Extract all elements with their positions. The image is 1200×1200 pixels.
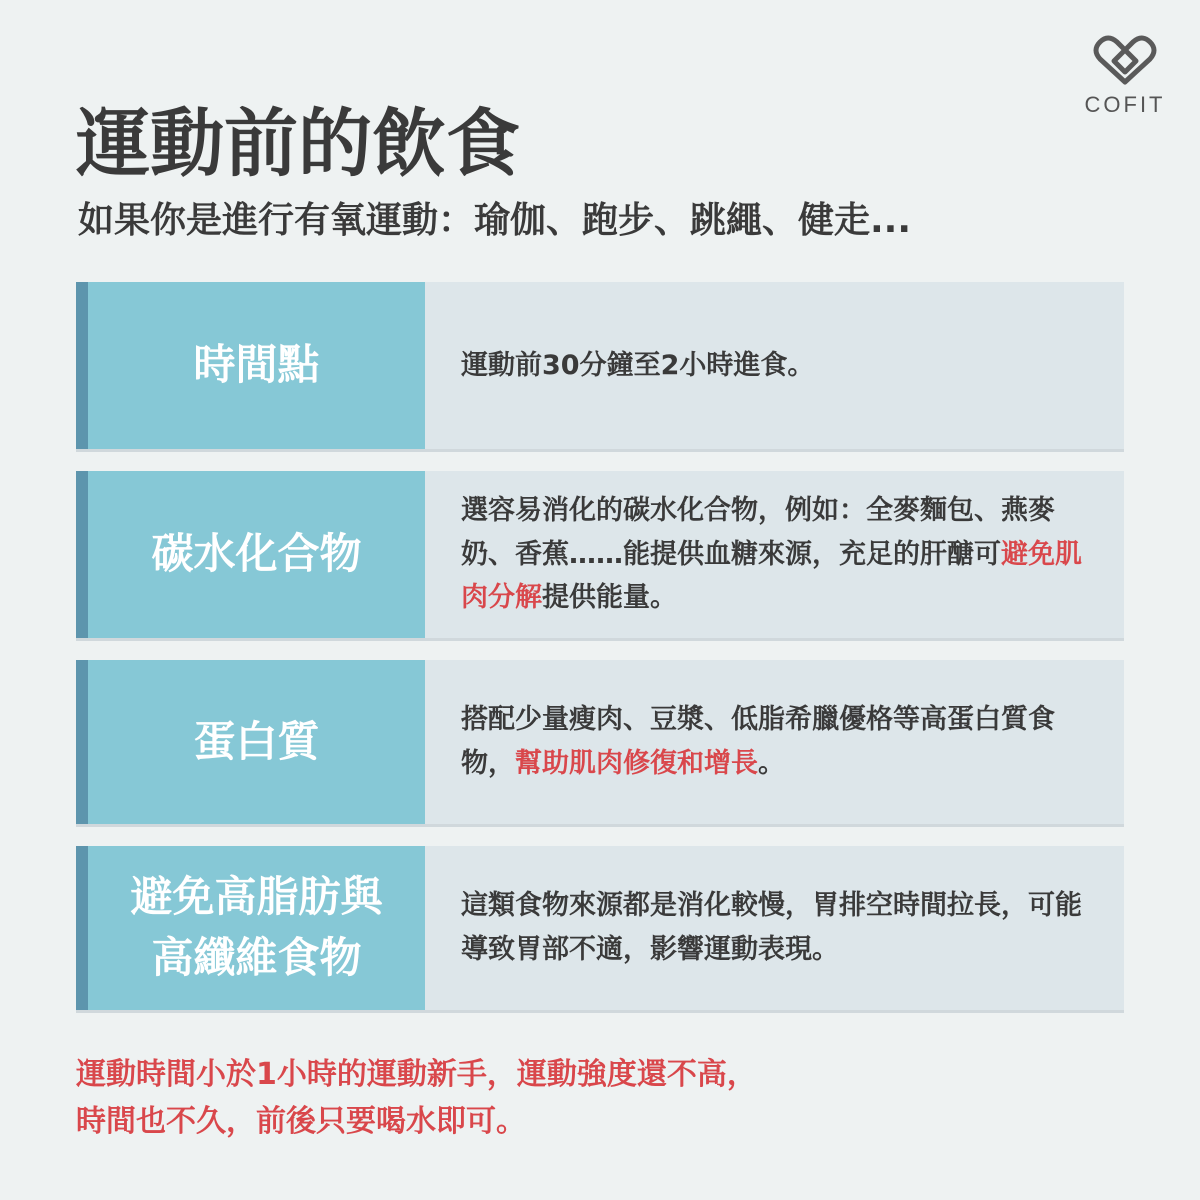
table-row <box>76 660 1124 824</box>
row-content <box>425 660 1124 824</box>
page-subtitle: 如果你是進行有氧運動：瑜伽、跑步、跳繩、健走... <box>78 200 912 241</box>
row-label: 蛋白質 <box>76 660 425 824</box>
row-text: 運動前30分鐘至2小時進食。 <box>461 349 815 381</box>
diet-table <box>76 282 1124 1032</box>
row-text: 這類食物來源都是消化較慢，胃排空時間拉長，可能導致胃部不適，影響運動表現。 <box>461 890 1082 965</box>
footer-note: 運動時間小於1小時的運動新手，運動強度還不高， 時間也不久，前後只要喝水即可。 <box>76 1057 757 1139</box>
row-content <box>425 471 1124 638</box>
page-title: 運動前的飲食 <box>76 101 520 187</box>
row-highlight: 避免肌肉分解 <box>461 538 1082 614</box>
table-row <box>76 282 1124 449</box>
row-label: 碳水化合物 <box>76 471 425 638</box>
heart-outline-logo-icon <box>1092 34 1158 86</box>
table-row <box>76 471 1124 638</box>
row-content <box>425 846 1124 1010</box>
row-text: 選容易消化的碳水化合物，例如：全麥麵包、燕麥奶、香蕉……能提供血糖來源，充足的肝醣可 <box>461 494 1055 570</box>
brand-logo <box>1080 34 1170 118</box>
row-content <box>425 282 1124 449</box>
row-text-after: 。 <box>758 748 785 779</box>
row-text-after: 提供能量。 <box>542 582 677 614</box>
row-text: 搭配少量瘦肉、豆漿、低脂希臘優格等高蛋白質食物， <box>461 704 1055 779</box>
row-label: 避免高脂肪與 高纖維食物 <box>76 846 425 1010</box>
brand-name: COFIT <box>1084 92 1166 117</box>
row-label: 時間點 <box>76 282 425 449</box>
row-highlight: 幫助肌肉修復和增長 <box>515 748 758 779</box>
table-row <box>76 846 1124 1010</box>
